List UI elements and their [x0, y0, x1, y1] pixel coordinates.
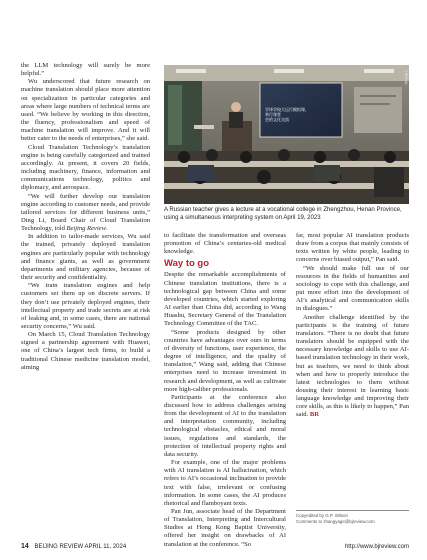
paragraph-text: “Some products designed by other countries have advantages over ours in terms of diversity of functions, user experience, the degree of intelligence, and the quality of translation,” Wang said, adding that Chinese enterprises need to increase investment in research and development, as well as cultivate more high-caliber professionals. — [164, 328, 286, 393]
paragraph-text: . — [105, 225, 108, 233]
paragraph — [164, 329, 286, 394]
paragraph — [296, 232, 409, 265]
paragraph — [21, 331, 150, 372]
page-number: 14 — [21, 543, 29, 550]
slide-line: 会的文化交流 — [265, 117, 289, 122]
paragraph-text: to facilitate the transformation and overseas promotion of China’s centuries-old medical knowledge. — [164, 232, 286, 256]
paragraph-text: far, most popular AI translation products draw from a corpus that mainly consists of texts written by white people, leading to concerns over biased output,” Pan said. — [296, 232, 409, 264]
paragraph-text: “We should make full use of our resources in the fields of humanities and sociology to cope with this challenge, and put more effort into the development of AI’s analytical and communication skills in dialogues.” — [296, 264, 409, 313]
paragraph-text: Cloud Translation Technology’s translation engine is being carefully categorized and trained accordingly. At present, it covers 20 fields, including machinery, finance, information and communications technology, politics and diplomacy, and aerospace. — [21, 143, 150, 192]
paragraph-text: Despite the remarkable accomplishments of Chinese translation institutions, there is a technological gap between China and some developed countries, which started exploring AI earlier than China did, according to Wang Huashu, Secretary General of the Translation Technology Committee of the TAC. — [164, 271, 286, 328]
paragraph — [21, 78, 150, 143]
paragraph-text: Another challenge identified by the participants is the training of future translators. “There is no doubt that future translators should be equipped with the necessary knowledge and skills to use AI-based translation technology in their work, but as teachers, we need to think about when and how to properly introduce the latest technologies to them without dousing their interest in learning basic language knowledge and improving their core skills, as this is likely to happen,” Pan said. — [296, 313, 409, 419]
page-footer — [21, 542, 409, 552]
lecture-photo — [164, 65, 409, 204]
website-link[interactable]: http://www.bjreview.com — [344, 544, 409, 550]
copyedit-note — [296, 510, 409, 525]
paragraph — [21, 62, 150, 78]
classroom-illustration — [164, 65, 409, 204]
paragraph-text: In addition to tailor-made services, Wu said the trained, privately deployed translation engines are particularly popular with technology and finance giants, as well as government departments and military agencies, because of their security and confidentiality. — [21, 233, 150, 282]
photo-credit: XINHUA — [404, 70, 408, 85]
paragraph — [296, 314, 409, 420]
article-column-3 — [296, 232, 409, 466]
paragraph — [21, 233, 150, 282]
slide-text — [265, 107, 311, 122]
paragraph — [21, 282, 150, 331]
paragraph — [164, 232, 286, 256]
paragraph-text: “We will further develop our translation engine according to customer needs, and provide tailored services for different business units,” Ding Li, Board Chair of Cloud Translation Technology, told — [21, 192, 150, 233]
paragraph-text: For example, one of the major problems with AI translation is AI hallucination, which refers to AI’s occasional inclination to provide text with false, irrelevant or confusing information. In some cases, the AI produces rhetorical and flamboyant texts. — [164, 459, 286, 507]
paragraph-text: Wu underscored that future research on machine translation should place more attention on specialization in particular categories and areas where large numbers of technical terms are used. “We believe by working in this direction, the fluency, professionalism and speed of machine translation will improve. And it will better cater to the needs of enterprises,” she said. — [21, 78, 150, 143]
paragraph — [296, 265, 409, 314]
paragraph — [21, 144, 150, 193]
publication-name: Beijing Review — [66, 225, 106, 233]
slide-line: 学译学校大运行模拟课，举行课堂 — [265, 107, 309, 117]
copyeditor-line: Copyedited by G.P. Wilson — [296, 513, 348, 518]
section-subheading: Way to go — [164, 258, 210, 270]
paragraph-text: On March 15, Cloud Translation Technology signed a partnership agreement with Huawei, one of China’s largest tech firms, to build a traditional Chinese medicine translation model, aiming — [21, 331, 150, 371]
paragraph-text: “We train translation engines and help customers set them up on discrete servers. If they don’t use privately deployed engines, their intellectual property and trade secrets are at risk of leaking and, in some cases, there are national security concerns,” Wu said. — [21, 282, 150, 330]
photo-caption: A Russian teacher gives a lecture at a vocational college in Zhengzhou, Henan Province, using a simultaneous interpreting system on April 19, 2023 — [164, 207, 402, 221]
paragraph-text: Pan Jun, associate head of the Department of Translation, Interpreting and Intercultural Studies at Hong Kong Baptist University, offered her insight on drawbacks of AI translation at the conference. “So — [164, 508, 286, 548]
end-mark: BR — [309, 411, 319, 419]
paragraph — [164, 394, 286, 459]
magazine-issue: BEIJING REVIEW APRIL 11, 2024 — [34, 544, 127, 550]
paragraph — [164, 459, 286, 508]
comments-line: Comments to zhangyage@bjreview.com — [296, 518, 375, 524]
paragraph — [164, 271, 286, 328]
paragraph-text: Participants at the conference also discussed how to address challenges arising from the development of AI to the translation and interpretation community, including technological obstacles, ethical and moral issues, regulations and standards, the protection of intellectual property rights and data security. — [164, 393, 286, 458]
article-column-2 — [164, 232, 286, 548]
article-column-1 — [21, 62, 150, 538]
paragraph-text: the LLM technology will surely be more helpful.” — [21, 62, 150, 78]
paragraph — [21, 193, 150, 234]
